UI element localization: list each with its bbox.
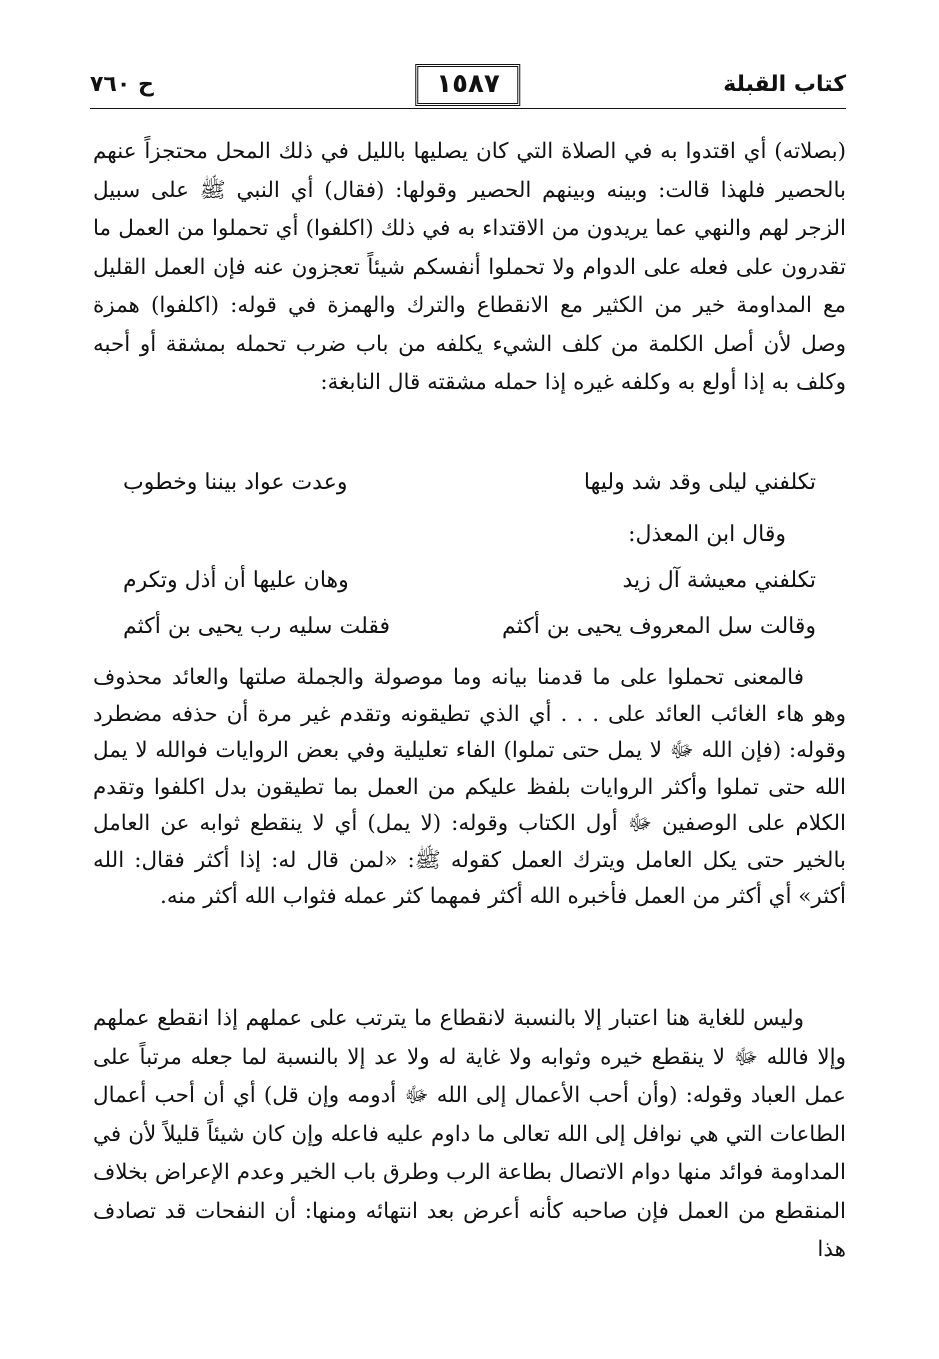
verse-3 (93, 614, 846, 639)
book-title: كتاب القبلة (723, 72, 846, 97)
hadith-reference: ح ٧٦٠ (90, 72, 154, 97)
paragraph-3: وليس للغاية هنا اعتبار إلا بالنسبة لانقطاع ما يترتب على عملهم إذا انقطع عملهم وإلا فالله ﷻ لا ينقطع خيره وثوابه ولا غاية له ولا عد إلا بالنسبة لما جعله مرتباً على عمل العباد وقوله: (وأن أحب الأعمال إلى الله ﷻ أدومه وإن قل) أي أن أحب أعمال الطاعات التي هي نوافل إلى الله تعالى ما داوم عليه فاعله وإن كان شيئاً قليلاً لأن في المداومة فوائد منها دوام الاتصال بطاعة الرب وطرق باب الخير وعدم الإعراض بخلاف المنقطع من العمل فإن صاحبه كأنه أعرض بعد انتهائه ومنها: أن النفحات قد تصادف هذا (93, 1006, 846, 1262)
page-header (90, 62, 846, 120)
verse-2-first-hemistich: تكلفني معيشة آل زيد (622, 568, 816, 593)
verse-1-second-hemistich: وعدت عواد بيننا وخطوب (123, 470, 348, 495)
verse-3-second-hemistich: فقلت سليه رب يحيى بن أكثم (123, 614, 391, 639)
verse-intro-block (93, 522, 846, 547)
verse-intro: وقال ابن المعذل: (628, 522, 786, 547)
main-text (93, 133, 846, 403)
page-number: ١٥٨٧ (415, 64, 520, 106)
paragraph-1: (بصلاته) أي اقتدوا به في الصلاة التي كان يصليها بالليل في ذلك المحل محتجزاً عنهم بالحصير فلهذا قالت: وبينه وبينهم الحصير وقولها: (فقال) أي النبي ﷺ على سبيل الزجر لهم والنهي عما يريدون من الاقتداء به في ذلك (اكلفوا) أي تحملوا من العمل ما تقدرون على فعله على الدوام ولا تحملوا أنفسكم شيئاً تعجزون عنه فإن العمل القليل مع المداومة خير من الكثير مع الانقطاع والترك والهمزة في قوله: (اكلفوا) همزة وصل لأن أصل الكلمة من كلف الشيء يكلفه من باب ضرب تحمله بمشقة أو أحبه وكلف به إذا أولع به وكلفه غيره إذا حمله مشقته قال النابغة: (93, 139, 846, 395)
paragraph-2-block (93, 660, 846, 916)
paragraph-2: فالمعنى تحملوا على ما قدمنا بيانه وما موصولة والجملة صلتها والعائد محذوف وهو هاء الغائب العائد على . . . أي الذي تطيقونه وتقدم غير مرة أن حذفه مضطرد وقوله: (فإن الله ﷻ لا يمل حتى تملوا) الفاء تعليلية وفي بعض الروايات فوالله لا يمل الله حتى تملوا وأكثر الروايات بلفظ عليكم من العمل بما تطيقون بدل اكلفوا وتقدم الكلام على الوصفين ﷻ أول الكتاب وقوله: (لا يمل) أي لا ينقطع ثوابه عن العامل بالخير حتى يكل العامل ويترك العمل كقوله ﷺ: «لمن قال له: إذا أكثر فقال: الله أكثر» أي أكثر من العمل فأخبره الله أكثر فمهما كثر عمله فثواب الله أكثر منه. (93, 665, 846, 909)
header-divider (90, 108, 846, 109)
paragraph-3-block (93, 1000, 846, 1270)
verse-3-first-hemistich: وقالت سل المعروف يحيى بن أكثم (502, 614, 816, 639)
verse-1-first-hemistich: تكلفني ليلى وقد شد وليها (583, 470, 816, 495)
verse-2 (93, 568, 846, 593)
verse-2-second-hemistich: وهان عليها أن أذل وتكرم (123, 568, 349, 593)
verse-1 (93, 470, 846, 495)
